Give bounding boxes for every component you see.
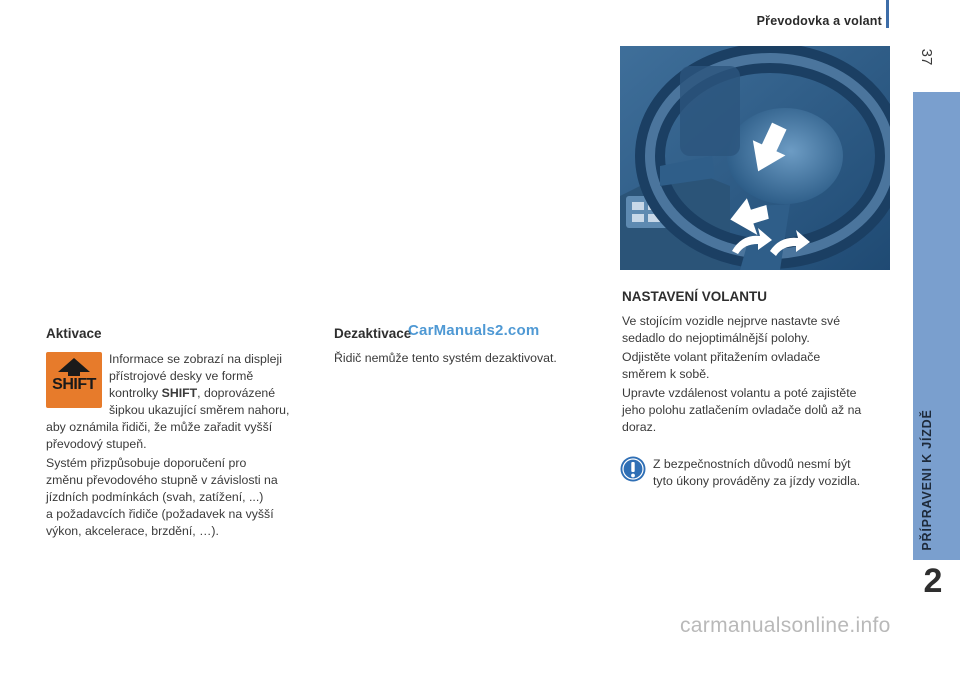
dezaktivace-heading: Dezaktivace xyxy=(334,326,412,341)
dezaktivace-text: Řidič nemůže tento systém dezaktivovat. xyxy=(334,351,557,365)
aktivace-p1-line2: přístrojové desky ve formě xyxy=(109,369,254,383)
page-number: 37 xyxy=(918,48,935,66)
volant-p3-line1: Upravte vzdálenost volantu a poté zajistěte xyxy=(622,386,857,400)
aktivace-p1-line3-pre: kontrolky xyxy=(109,386,162,400)
aktivace-p1-line4: šipkou ukazující směrem nahoru, xyxy=(109,403,290,417)
aktivace-heading: Aktivace xyxy=(46,326,102,341)
warning-line1: Z bezpečnostních důvodů nesmí být xyxy=(653,457,851,471)
header-accent-bar xyxy=(886,0,889,28)
warning-line2: tyto úkony prováděny za jízdy vozidla. xyxy=(653,474,861,488)
aktivace-p1-line3-post: , doprovázené xyxy=(197,386,276,400)
volant-p2-line2: směrem k sobě. xyxy=(622,367,710,381)
volant-p2-line1: Odjistěte volant přitažením ovladače xyxy=(622,350,821,364)
running-header-title: Převodovka a volant xyxy=(756,14,882,28)
chapter-number: 2 xyxy=(923,562,943,600)
aktivace-p2-line3: jízdních podmínkách (svah, zatížení, ...) xyxy=(46,490,264,504)
aktivace-p2-line1: Systém přizpůsobuje doporučení pro xyxy=(46,456,247,470)
aktivace-p1-line3 xyxy=(109,385,275,402)
exclamation-icon xyxy=(620,456,646,482)
volant-p1-line1: Ve stojícím vozidle nejprve nastavte své xyxy=(622,314,841,328)
chapter-tab-label: PŘÍPRAVENI K JÍZDĚ xyxy=(920,409,934,551)
aktivace-p2-line5: výkon, akcelerace, brzdění, …). xyxy=(46,524,219,538)
aktivace-p2-line2: změnu převodového stupně v závislosti na xyxy=(46,473,278,487)
volant-p3-line3: doraz. xyxy=(622,420,657,434)
aktivace-p2-line4: a požadavcích řidiče (požadavek na vyšší xyxy=(46,507,274,521)
carmanualsonline-watermark: carmanualsonline.info xyxy=(680,614,891,637)
steering-wheel-adjustment-icon xyxy=(620,46,890,270)
aktivace-p1-line6: převodový stupeň. xyxy=(46,437,147,451)
carmanuals2-watermark: CarManuals2.com xyxy=(408,322,540,339)
warning-icon xyxy=(620,456,646,482)
volant-p1-line2: sedadlo do nejoptimálnější polohy. xyxy=(622,331,810,345)
aktivace-p1-line1: Informace se zobrazí na displeji xyxy=(109,352,282,366)
shift-icon-label: SHIFT xyxy=(52,376,96,393)
aktivace-shift-bold: SHIFT xyxy=(161,386,198,400)
nastaveni-volantu-heading: NASTAVENÍ VOLANTU xyxy=(622,289,767,304)
aktivace-p1-line5: aby oznámila řidiči, že může zařadit vyšší xyxy=(46,420,273,434)
volant-p3-line2: jeho polohu zatlačením ovladače dolů až na xyxy=(622,403,862,417)
steering-wheel-adjustment-photo xyxy=(620,46,890,270)
